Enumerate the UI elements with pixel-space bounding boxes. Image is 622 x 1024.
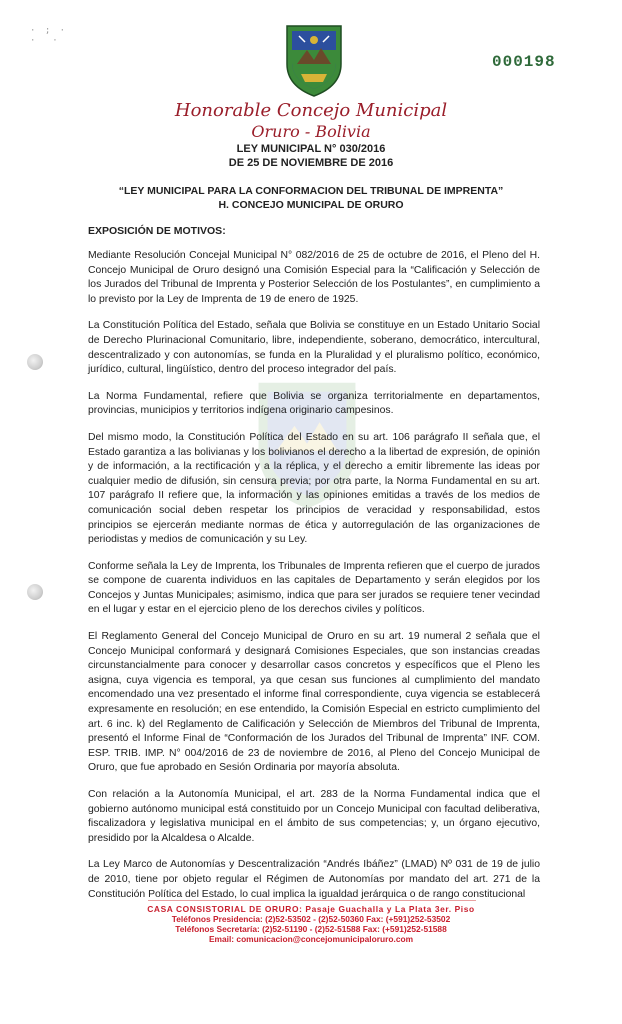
body-text [88, 249, 540, 914]
scan-specks: · ; · · · [30, 26, 68, 46]
punch-hole-top [27, 354, 43, 370]
paragraph: Con relación a la Autonomía Municipal, el art. 283 de la Norma Fundamental indica que el gobierno autónomo municipal está constituido por un Concejo Municipal con facultad deliberativa, fiscalizadora y legislativa municipal en el ámbito de sus competencias; y, un órgano ejecutivo, presidido por la Alcaldesa o Alcalde. [88, 789, 540, 844]
folio-stamp: 000198 [492, 53, 556, 71]
paragraph: La Norma Fundamental, refiere que Bolivia se organiza territorialmente en departamentos, provincias, municipios y territorios indígena originario campesinos. [88, 390, 540, 417]
punch-hole-bottom [27, 584, 43, 600]
institution-location: Oruro - Bolivia [251, 122, 371, 141]
paragraph: El Reglamento General del Concejo Municipal de Oruro en su art. 19 numeral 2 señala que el Concejo Municipal conformará y designará Comisiones Especiales, que son instancias creadas circunstancialmente para conocer y desarrollar casos concretos y específicos que el Pleno les asigna, cuya vigencia es temporal, ya que cesan sus funciones al cumplimiento del mandato encomendado una vez presentado el informe final correspondiente, cuya vigencia se establecerá expresamente en resolución; en ese entendido, la Comisión Especial en estricto cumplimiento del art. 6 inc. k) del Reglamento de Calificación y Selección de Miembros del Tribunal de Imprenta, presentó el Informe Final de “Conformación de los Jurados del Tribunal de Imprenta” INF. COM. ESP. TRIB. IMP. N° 004/2016 de 23 de noviembre de 2016, al Pleno del Concejo Municipal de Oruro, que fue aprobado en Sesión Ordinaria por mayoría absoluta. [88, 631, 540, 774]
institution-name: Honorable Concejo Municipal [174, 100, 448, 121]
footer-address: CASA CONSISTORIAL DE ORURO: Pasaje Guachalla y La Plata 3er. Piso [147, 904, 475, 914]
law-number: LEY MUNICIPAL N° 030/2016 [236, 143, 386, 155]
law-issuer: H. CONCEJO MUNICIPAL DE ORURO [218, 199, 404, 211]
paragraph: La Ley Marco de Autonomías y Descentralización “Andrés Ibáñez” (LMAD) Nº 031 de 19 de julio de 2010, tiene por objeto regular el Régimen de Autonomías por mandato del art. 271 de la Constitución Política del Estado, lo cual implica la igualdad jerárquica o de rango constitucional [88, 859, 540, 900]
letterhead-footer [0, 904, 622, 944]
paragraph: Mediante Resolución Concejal Municipal N° 082/2016 de 25 de octubre de 2016, el Pleno del H. Concejo Municipal de Oruro designó una Comisión Especial para la “Calificación y Selección de los Jurados del Tribunal de Imprenta y Posterior Selección de los Postulantes”, en cumplimiento a lo previsto por la Ley de Imprenta de 19 de enero de 1925. [88, 250, 540, 305]
law-date: DE 25 DE NOVIEMBRE DE 2016 [228, 157, 394, 169]
paragraph: La Constitución Política del Estado, señala que Bolivia se constituye en un Estado Unitario Social de Derecho Plurinacional Comunitario, libre, independiente, soberano, democrático, intercultural, descentralizado y con autonomías, se funda en la Pluralidad y el pluralismo político, económico, jurídico, cultural, lingüístico, dentro del proceso integrador del país. [88, 320, 540, 376]
footer-email: Email: comunicacion@concejomunicipaloruro.com [208, 934, 414, 944]
section-heading: EXPOSICIÓN DE MOTIVOS: [88, 225, 226, 237]
footer-phones-secretary: Teléfonos Secretaría: (2)52-51190 - (2)52-51588 Fax: (+591)252-51588 [175, 924, 447, 934]
paragraph: Conforme señala la Ley de Imprenta, los Tribunales de Imprenta refieren que el cuerpo de jurados se compone de cuarenta individuos en las capitales de Departamento y serán elegidos por los Concejos y Juntas Municipales; asimismo, indica que para ser jurados se requiere tener vecindad en el lugar y estar en el ejercicio pleno de los derechos civiles y políticos. [88, 560, 540, 616]
municipal-coat-of-arms-icon [281, 20, 347, 98]
law-title: “LEY MUNICIPAL PARA LA CONFORMACION DEL TRIBUNAL DE IMPRENTA” [118, 185, 504, 197]
footer-rule [148, 900, 476, 901]
footer-phones-presidency: Teléfonos Presidencia: (2)52-53502 - (2)52-50360 Fax: (+591)252-53502 [171, 914, 451, 924]
paragraph: Del mismo modo, la Constitución Política del Estado en su art. 106 parágrafo II señala que, el Estado garantiza a las bolivianas y los bolivianos el derecho a la libertad de expresión, de opinión y de información, a la rectificación y a la réplica, y el derecho a emitir libremente las ideas por cualquier medio de difusión, sin censura previa; por otra parte, la Norma Fundamental en su art. 107 parágrafo II refiere que, la información y las opiniones emitidas a través de los medios de comunicación social deben respetar los principios de veracidad y responsabilidad, estos principios se ejercerán mediante normas de ética y autorregulación de las organizaciones de periodistas y medios de comunicación y su Ley. [88, 431, 540, 546]
